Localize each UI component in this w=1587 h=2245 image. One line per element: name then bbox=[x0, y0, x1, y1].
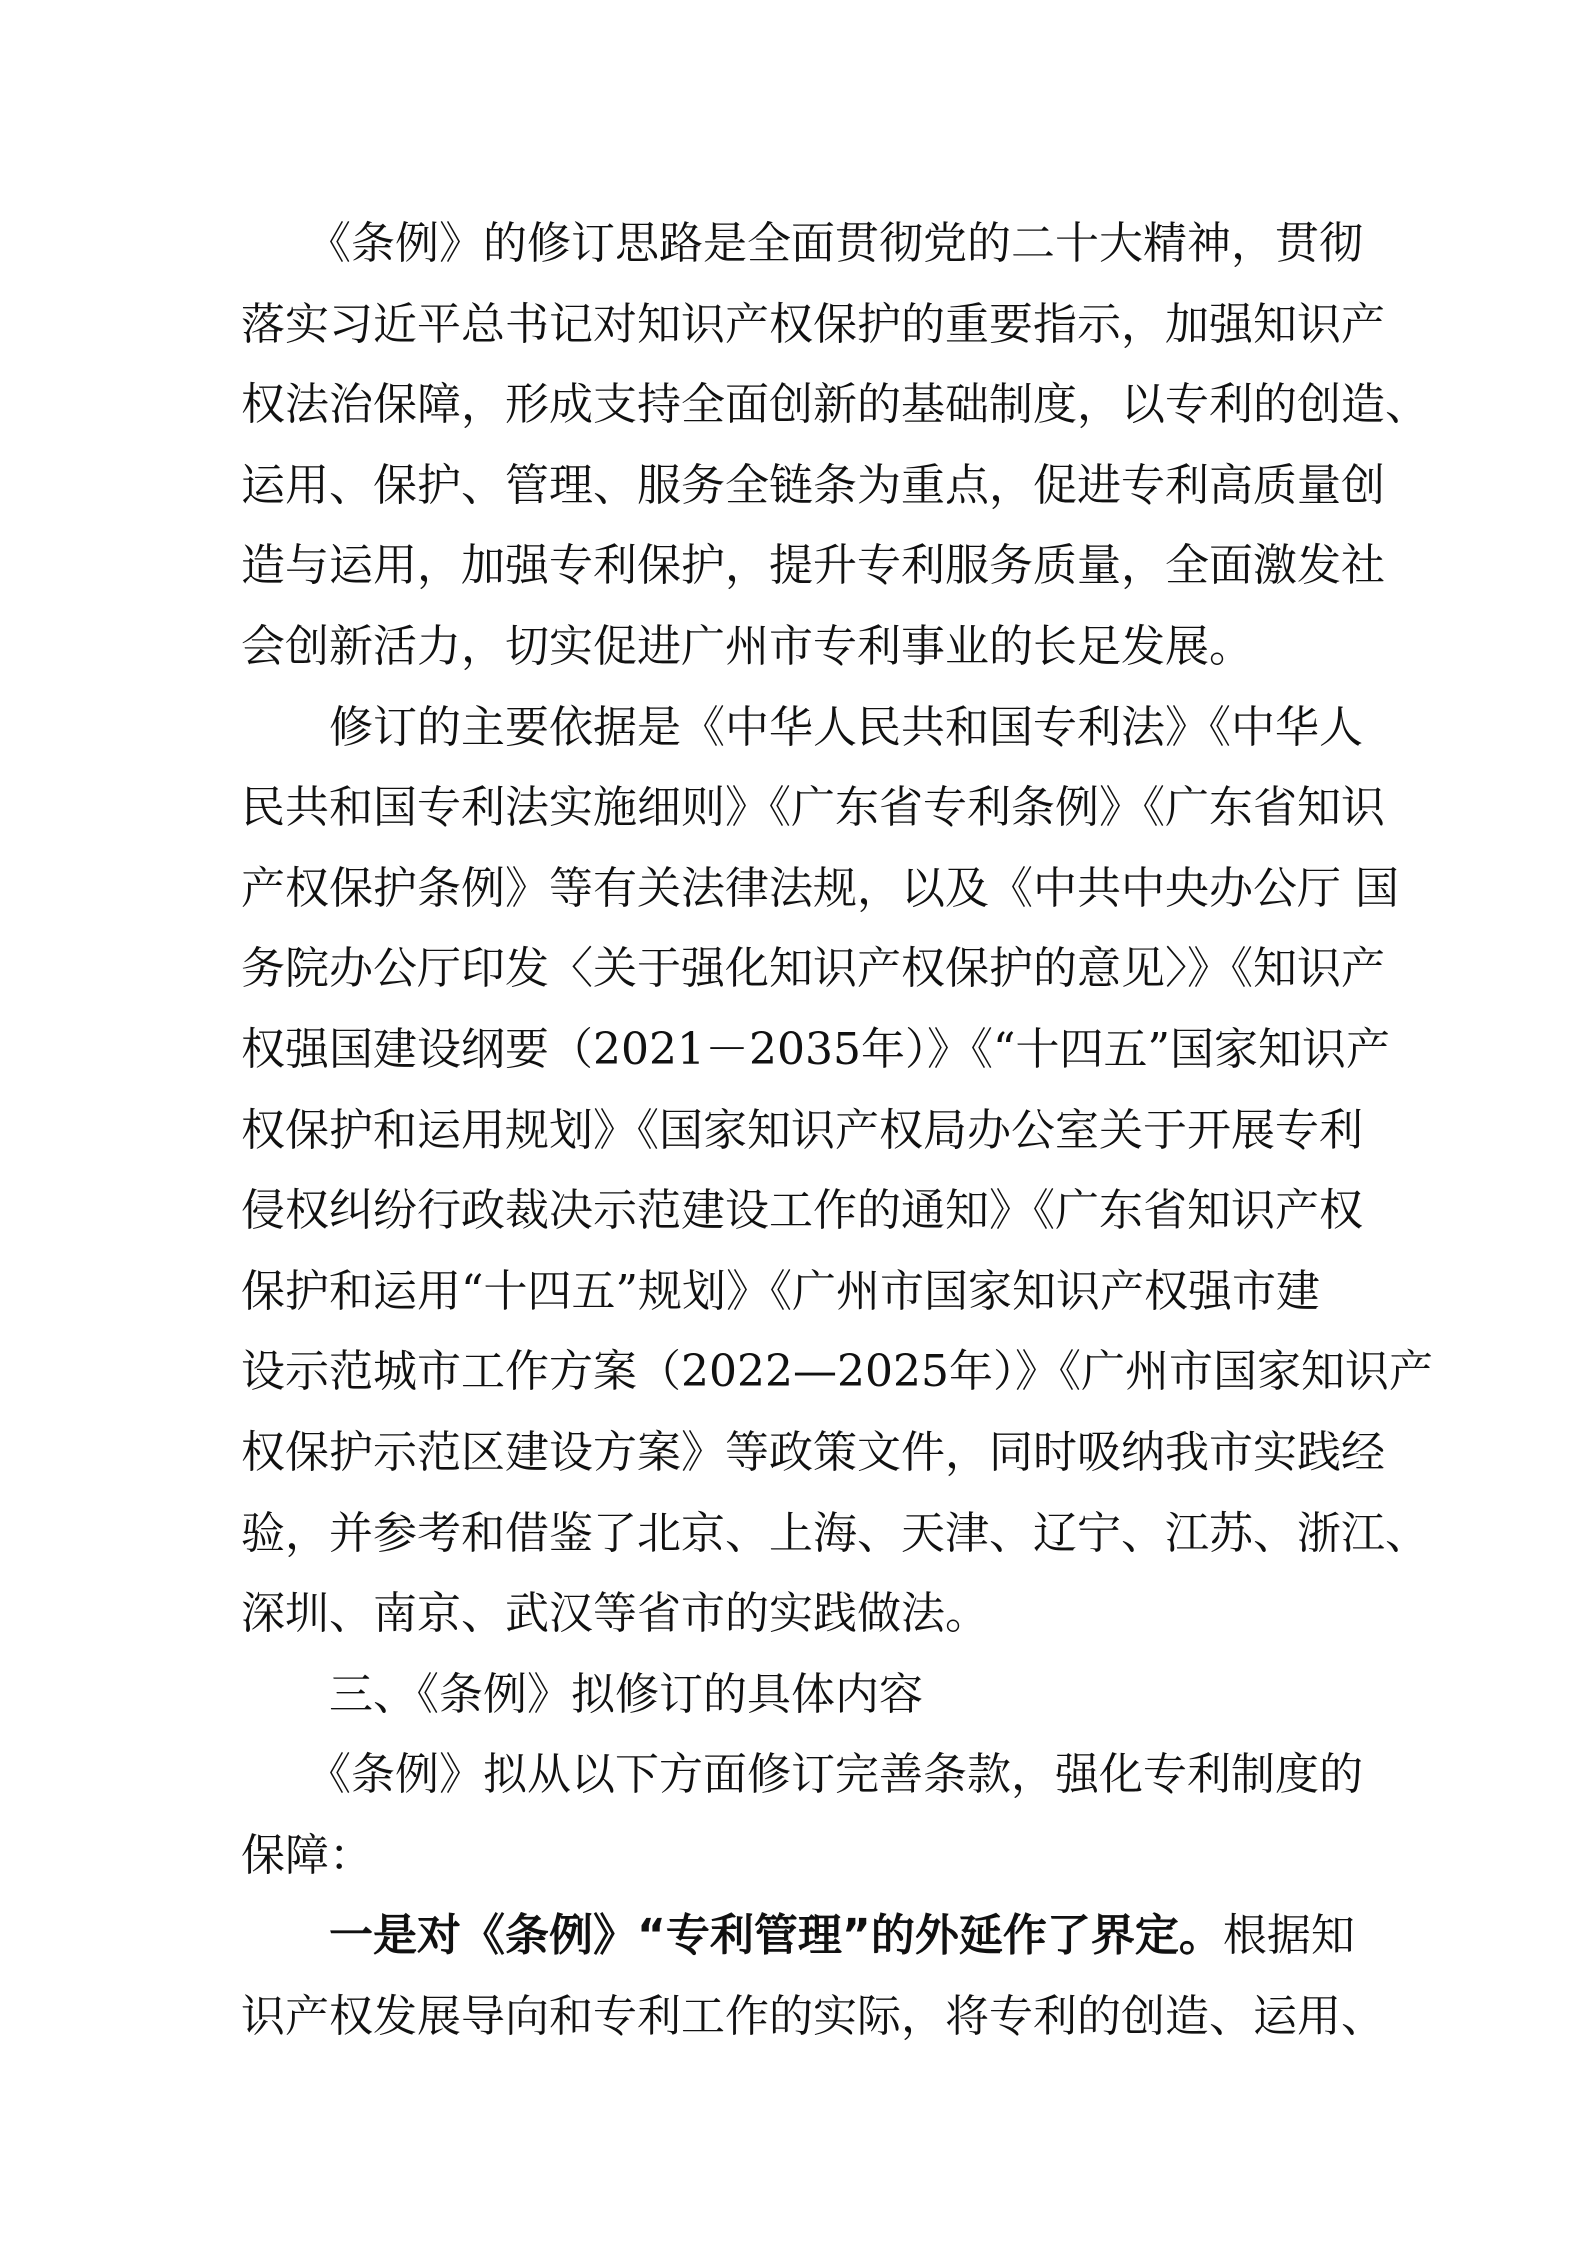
bold-tail-text: 根据知 bbox=[1222, 1910, 1355, 1962]
text-line-23: 识产权发展导向和专利工作的实际，将专利的创造、运用、 bbox=[241, 1991, 1385, 2043]
text-line-17: 验，并参考和借鉴了北京、上海、天津、辽宁、江苏、浙江、 bbox=[241, 1507, 1429, 1559]
text-line-12: 权保护和运用规划》《国家知识产权局办公室关于开展专利 bbox=[241, 1104, 1363, 1156]
text-line-14: 保护和运用“十四五”规划》《广州市国家知识产权强市建 bbox=[241, 1265, 1320, 1317]
text-line-7: 修订的主要依据是《中华人民共和国专利法》《中华人 bbox=[241, 701, 1363, 753]
bold-lead-text: 一是对《条例》“专利管理”的外延作了界定。 bbox=[241, 1910, 1223, 1962]
text-line-6: 会创新活力，切实促进广州市专利事业的长足发展。 bbox=[241, 620, 1253, 672]
text-line-18: 深圳、南京、武汉等省市的实践做法。 bbox=[241, 1588, 989, 1640]
text-line-3: 权法治保障，形成支持全面创新的基础制度，以专利的创造、 bbox=[241, 379, 1429, 431]
text-line-2: 落实习近平总书记对知识产权保护的重要指示，加强知识产 bbox=[241, 298, 1385, 350]
text-line-10: 务院办公厅印发〈关于强化知识产权保护的意见〉》《知识产 bbox=[241, 943, 1385, 995]
text-line-16: 权保护示范区建设方案》等政策文件，同时吸纳我市实践经 bbox=[241, 1426, 1385, 1478]
text-line-13: 侵权纠纷行政裁决示范建设工作的通知》《广东省知识产权 bbox=[241, 1185, 1363, 1237]
text-line-1: 《条例》的修订思路是全面贯彻党的二十大精神，贯彻 bbox=[241, 218, 1363, 269]
text-line-11: 权强国建设纲要（2021－2035年）》《“十四五”国家知识产 bbox=[241, 1023, 1390, 1075]
text-line-21: 保障： bbox=[241, 1829, 373, 1881]
section-heading: 三、《条例》拟修订的具体内容 bbox=[241, 1668, 923, 1720]
text-line-15: 设示范城市工作方案（2022—2025年）》《广州市国家知识产 bbox=[241, 1346, 1433, 1398]
text-line-20: 《条例》拟从以下方面修订完善条款，强化专利制度的 bbox=[241, 1749, 1363, 1801]
document-body bbox=[241, 204, 1433, 2058]
text-line-4: 运用、保护、管理、服务全链条为重点，促进专利高质量创 bbox=[241, 459, 1385, 511]
text-line-22 bbox=[241, 1896, 1359, 1977]
text-line-9: 产权保护条例》等有关法律法规，以及《中共中央办公厅 国 bbox=[241, 862, 1399, 914]
text-line-5: 造与运用，加强专利保护，提升专利服务质量，全面激发社 bbox=[241, 540, 1385, 592]
text-line-8: 民共和国专利法实施细则》《广东省专利条例》《广东省知识 bbox=[241, 782, 1385, 834]
